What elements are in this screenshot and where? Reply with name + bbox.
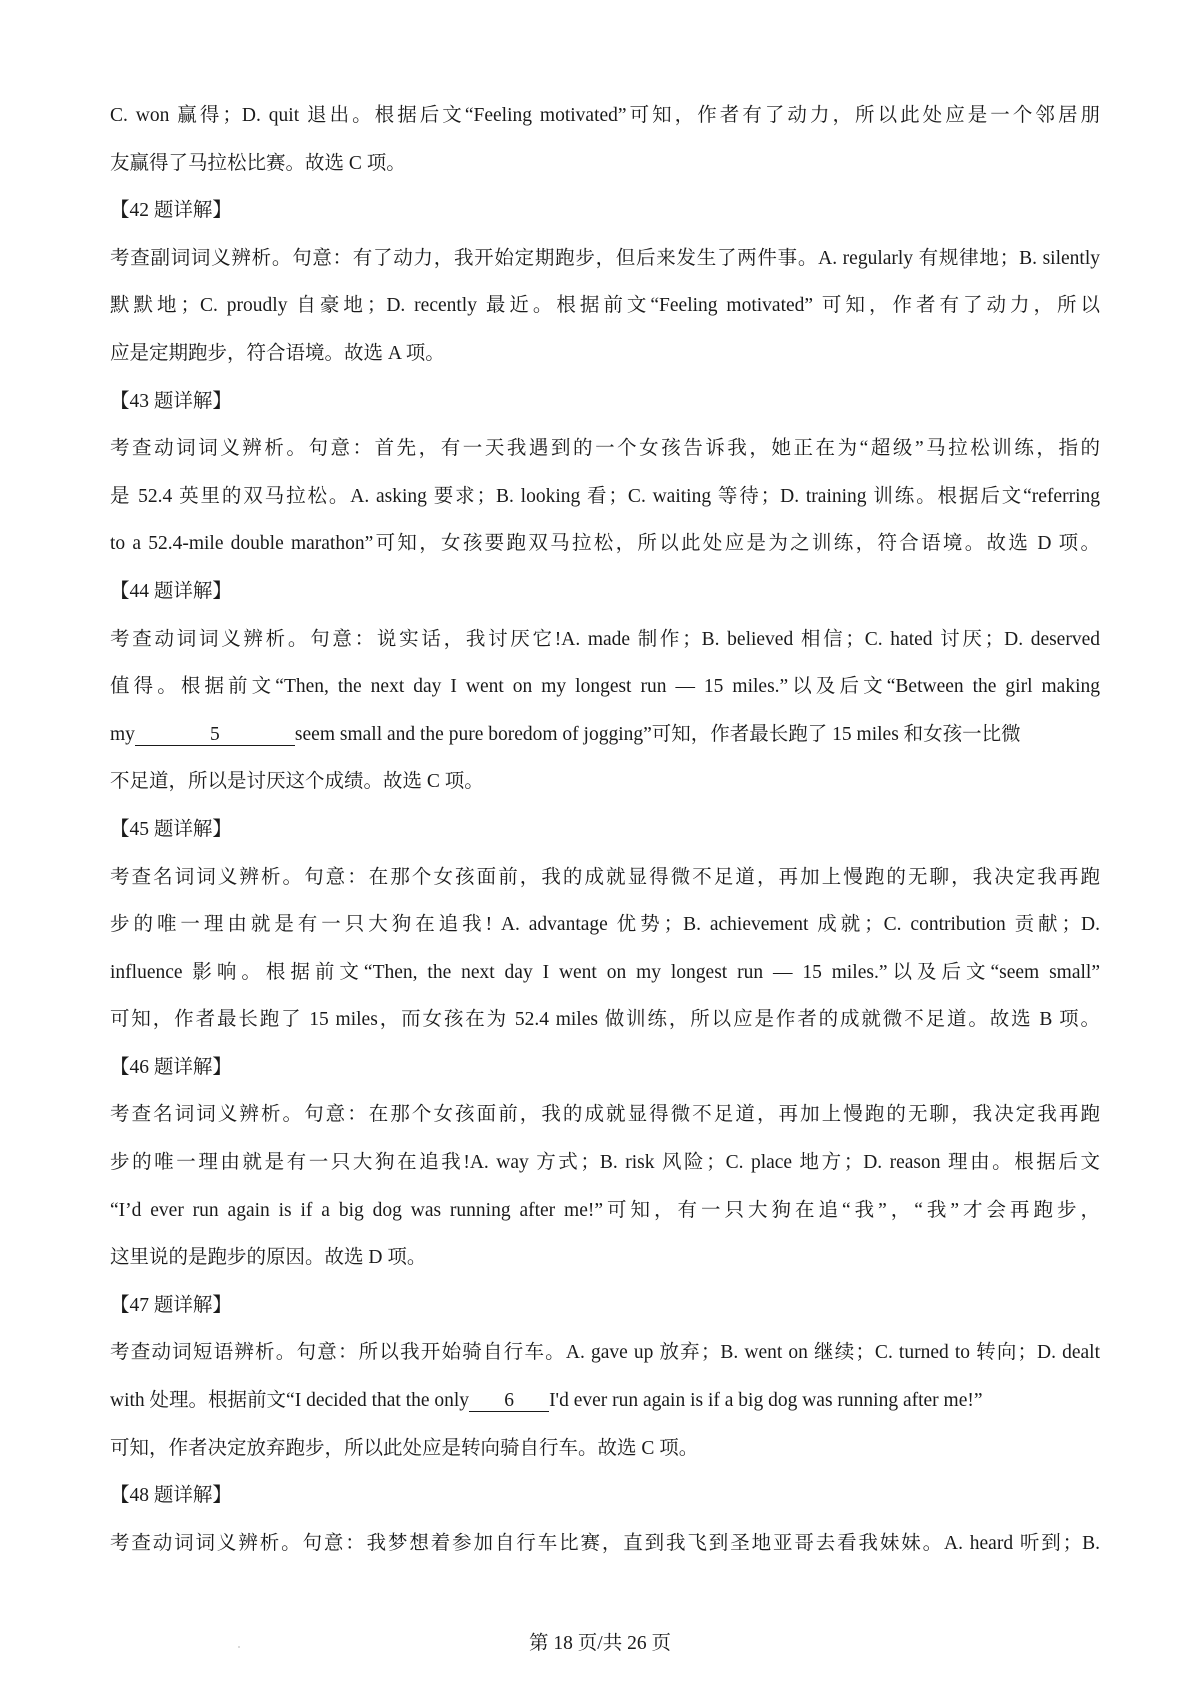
text-line: 考查名词词义辨析。句意：在那个女孩面前，我的成就显得微不足道，再加上慢跑的无聊，我决定我再跑 [110, 1104, 1100, 1126]
section-heading: 【42 题详解】 [110, 200, 232, 222]
document-body [110, 92, 1100, 1567]
section-heading: 【48 题详解】 [110, 1485, 232, 1507]
text-line: 考查动词词义辨析。句意：首先，有一天我遇到的一个女孩告诉我，她正在为“超级”马拉松训练，指的 [110, 438, 1100, 460]
text-line: 默默地；C. proudly 自豪地；D. recently 最近。根据前文“Feeling motivated” 可知，作者有了动力，所以 [110, 295, 1100, 317]
section-heading: 【46 题详解】 [110, 1056, 232, 1078]
text-line: 不足道，所以是讨厌这个成绩。故选 C 项。 [110, 771, 484, 793]
text-line: C. won 赢得；D. quit 退出。根据后文“Feeling motivated”可知，作者有了动力，所以此处应是一个邻居朋 [110, 105, 1100, 126]
page-number: 第 18 页/共 26 页 [529, 1633, 671, 1654]
text-line: 考查动词短语辨析。句意：所以我开始骑自行车。A. gave up 放弃；B. went on 继续；C. turned to 转向；D. dealt [110, 1342, 1100, 1364]
text-line: 步的唯一理由就是有一只大狗在追我!A. way 方式；B. risk 风险；C. place 地方；D. reason 理由。根据后文 [110, 1152, 1100, 1174]
text-line: 考查动词词义辨析。句意：说实话，我讨厌它!A. made 制作；B. believed 相信；C. hated 讨厌；D. deserved [110, 628, 1100, 650]
text-line: 考查副词词义辨析。句意：有了动力，我开始定期跑步，但后来发生了两件事。A. regularly 有规律地；B. silently [110, 247, 1100, 269]
text-line: 考查动词词义辨析。句意：我梦想着参加自行车比赛，直到我飞到圣地亚哥去看我妹妹。A. heard 听到；B. [110, 1532, 1100, 1554]
text-line: to a 52.4-mile double marathon”可知，女孩要跑双马拉松，所以此处应是为之训练，符合语境。故选 D 项。 [110, 533, 1100, 555]
section-heading: 【47 题详解】 [110, 1294, 232, 1316]
text-line: 这里说的是跑步的原因。故选 D 项。 [110, 1247, 427, 1269]
text-segment: seem small and the pure boredom of jogging”可知，作者最长跑了 15 miles 和女孩一比微 [294, 723, 1021, 745]
text-segment: I'd ever run again is if a big dog was running after me!” [549, 1390, 983, 1412]
text-line: 可知，作者决定放弃跑步，所以此处应是转向骑自行车。故选 C 项。 [110, 1437, 699, 1459]
answer-blank: 6 [469, 1391, 549, 1412]
text-segment: my [110, 723, 135, 745]
text-line: 考查名词词义辨析。句意：在那个女孩面前，我的成就显得微不足道，再加上慢跑的无聊，我决定我再跑 [110, 866, 1100, 888]
text-line-with-blank [110, 1377, 1100, 1425]
section-heading: 【44 题详解】 [110, 580, 232, 602]
text-line: 可知，作者最长跑了 15 miles，而女孩在为 52.4 miles 做训练，所以应是作者的成就微不足道。故选 B 项。 [110, 1009, 1100, 1031]
text-line: 步的唯一理由就是有一只大狗在追我! A. advantage 优势；B. achievement 成就；C. contribution 贡献；D. [110, 914, 1100, 936]
text-segment: with 处理。根据前文“I decided that the only [110, 1390, 470, 1412]
section-heading: 【45 题详解】 [110, 818, 232, 840]
text-line: 应是定期跑步，符合语境。故选 A 项。 [110, 342, 445, 364]
answer-blank: 5 [135, 725, 295, 746]
text-line-with-blank [110, 711, 1100, 759]
text-line: 是 52.4 英里的双马拉松。A. asking 要求；B. looking 看；C. waiting 等待；D. training 训练。根据后文“referring [110, 485, 1100, 507]
text-line: 友赢得了马拉松比赛。故选 C 项。 [110, 152, 406, 174]
section-heading: 【43 题详解】 [110, 390, 232, 412]
text-line: influence 影响。根据前文“Then, the next day I went on my longest run — 15 miles.”以及后文“seem small” [110, 961, 1100, 983]
text-line: “I’d ever run again is if a big dog was running after me!”可知，有一只大狗在追“我”，“我”才会再跑步， [110, 1199, 1100, 1221]
text-line: 值得。根据前文“Then, the next day I went on my longest run — 15 miles.”以及后文“Between the girl making [110, 676, 1100, 698]
